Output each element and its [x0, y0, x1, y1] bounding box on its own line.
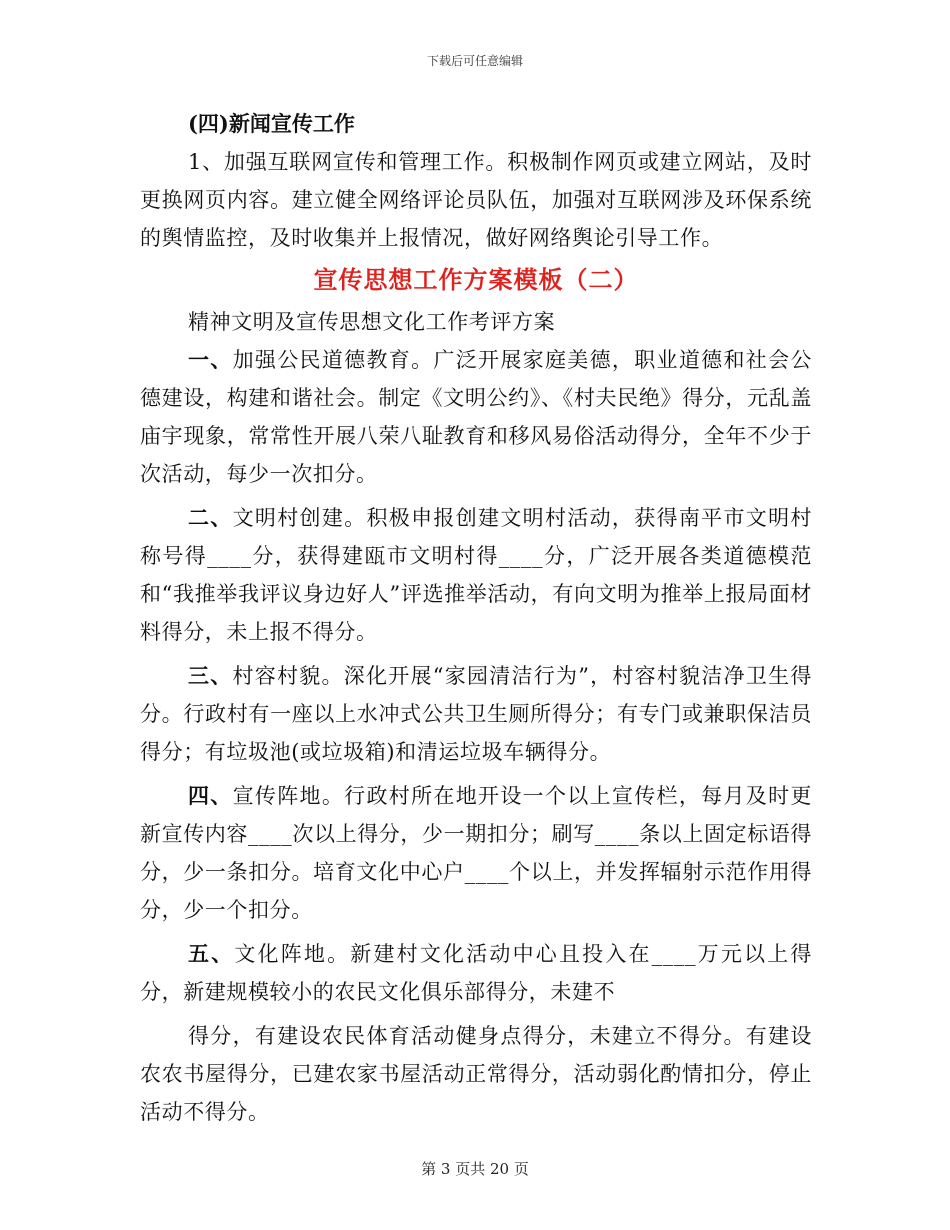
item-number: 三、: [188, 663, 233, 688]
page-number: 第 3 页共 20 页: [421, 1160, 529, 1178]
list-item: [140, 935, 812, 1011]
document-title: 宣传思想工作方案模板（二）: [313, 265, 639, 294]
list-item: [140, 499, 812, 651]
item-text: 文化阵地。新建村文化活动中心且投入在____万元以上得分，新建规模较小的农民文化俱乐部得分，未建不: [140, 942, 812, 1004]
list-item: [140, 777, 812, 929]
item-number: 一、: [188, 347, 233, 372]
list-item: [140, 657, 812, 771]
list-item: [140, 341, 812, 493]
item-text: 村容村貌。深化开展“家园清洁行为”，村容村貌洁净卫生得分。行政村有一座以上水冲式公共卫生厕所得分；有专门或兼职保洁员得分；有垃圾池(或垃圾箱)和清运垃圾车辆得分。: [140, 664, 812, 764]
item-text: 宣传阵地。行政村所在地开设一个以上宣传栏，每月及时更新宣传内容____次以上得分，少一期扣分；刷写____条以上固定标语得分，少一条扣分。培育文化中心户____个以上，并发挥辐射示范作用得分，少一个扣分。: [140, 784, 812, 922]
section-heading: (四)新闻宣传工作: [188, 111, 355, 136]
item-number: 二、: [188, 505, 233, 530]
item-text: 加强公民道德教育。广泛开展家庭美德，职业道德和社会公德建设，构建和谐社会。制定《文明公约》、《村夫民绝》得分，元乱盖庙宇现象，常常性开展八荣八耻教育和移风易俗活动得分，全年不少于次活动，每少一次扣分。: [140, 348, 812, 486]
item-number: 五、: [188, 941, 235, 966]
item-text: 文明村创建。积极申报创建文明村活动，获得南平市文明村称号得____分，获得建瓯市文明村得____分，广泛开展各类道德模范和“我推举我评议身边好人”评选推举活动，有向文明为推举上报局面材料得分，未上报不得分。: [140, 506, 812, 644]
continuation-paragraph: 得分，有建设农民体育活动健身点得分，未建立不得分。有建设农农书屋得分，已建农家书屋活动正常得分，活动弱化酌情扣分，停止活动不得分。: [140, 1024, 812, 1124]
section-paragraph: 1、加强互联网宣传和管理工作。积极制作网页或建立网站，及时更换网页内容。建立健全网络评论员队伍，加强对互联网涉及环保系统的舆情监控，及时收集并上报情况，做好网络舆论引导工作。: [140, 150, 812, 250]
document-body: [140, 105, 812, 1131]
document-subtitle: 精神文明及宣传思想文化工作考评方案: [188, 310, 556, 334]
page-header-note: 下载后可任意编辑: [426, 54, 523, 68]
item-number: 四、: [188, 783, 233, 808]
